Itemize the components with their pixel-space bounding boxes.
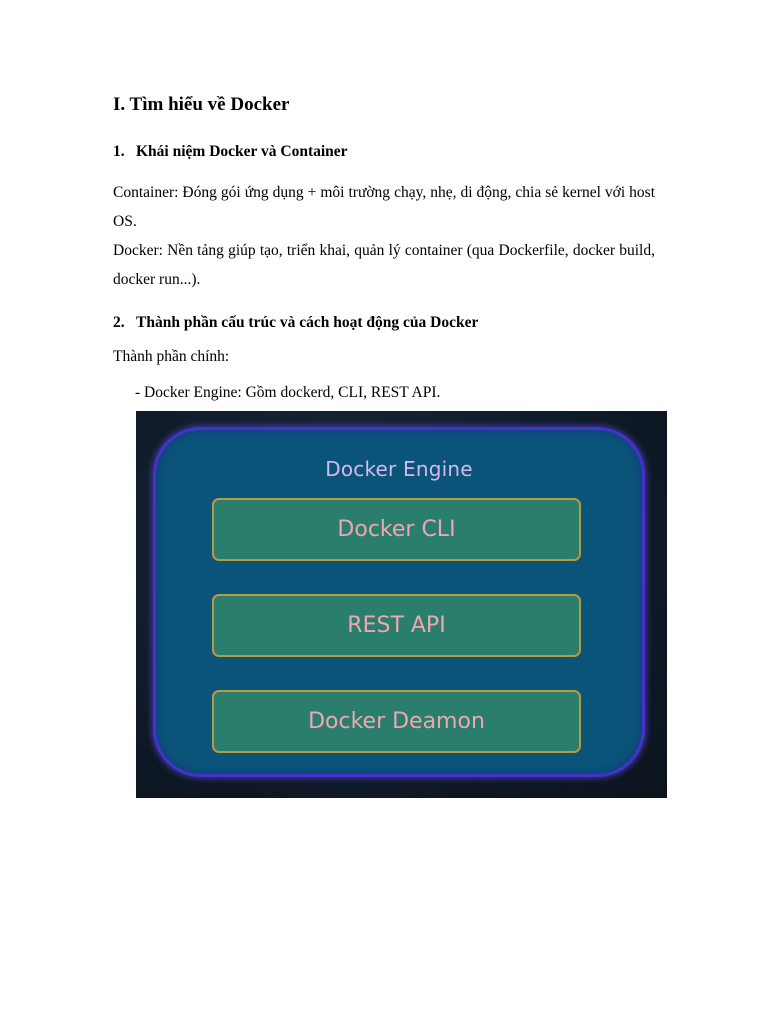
engine-title: Docker Engine: [325, 457, 473, 481]
section-heading-2: [113, 313, 478, 333]
engine-container-box: [153, 427, 645, 777]
component-rest-api: REST API: [212, 594, 581, 657]
section-number-1: 1.: [113, 143, 125, 160]
component-docker-daemon: Docker Deamon: [212, 690, 581, 753]
definitions-paragraph: Container: Đóng gói ứng dụng + môi trường chạy, nhẹ, di động, chia sẻ kernel với host OS. Docker: Nền tảng giúp tạo, triển khai, quản lý container (qua Dockerfile, docker build, docker run...).: [113, 184, 655, 288]
section-title-1: Khái niệm Docker và Container: [136, 143, 348, 160]
section-heading-1: [113, 142, 348, 162]
components-intro: Thành phần chính:: [113, 348, 230, 365]
docker-engine-bullet: - Docker Engine: Gồm dockerd, CLI, REST API.: [135, 384, 441, 401]
section-title-2: Thành phần cấu trúc và cách hoạt động của Docker: [136, 314, 479, 331]
component-docker-cli: Docker CLI: [212, 498, 581, 561]
page-title: I. Tìm hiểu về Docker: [113, 94, 290, 115]
section-number-2: 2.: [113, 314, 125, 331]
docker-engine-diagram: [136, 411, 667, 798]
